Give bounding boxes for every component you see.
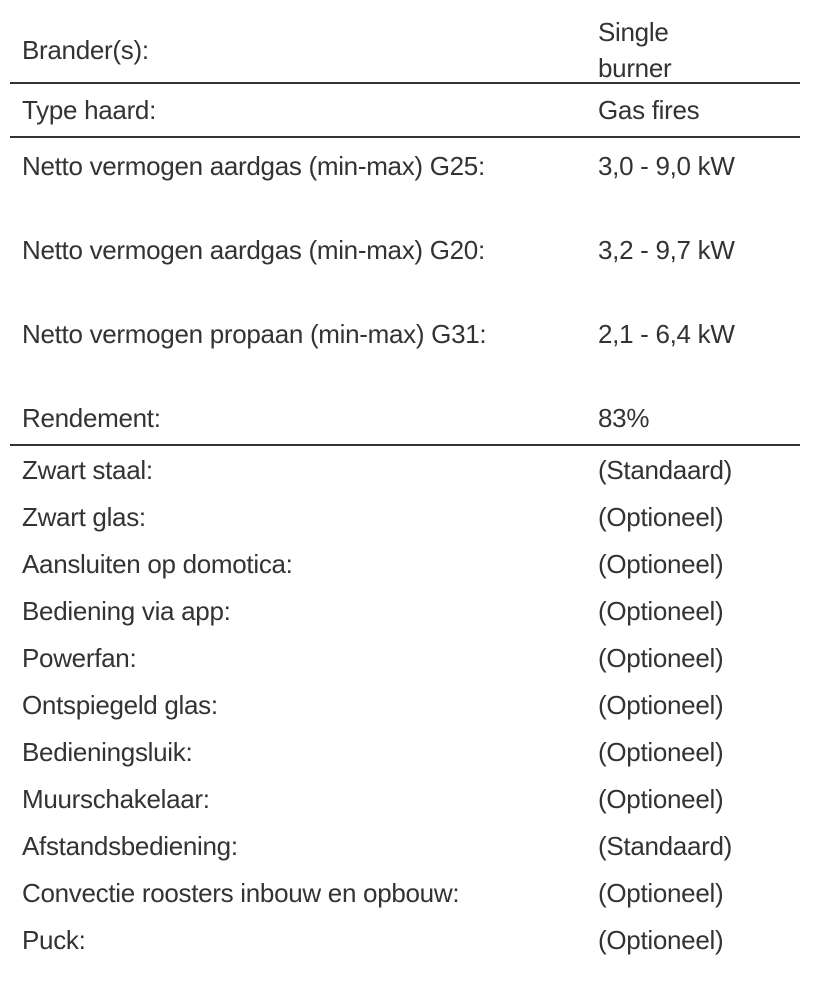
spec-value: (Optioneel) xyxy=(598,784,724,814)
spec-value: (Optioneel) xyxy=(598,596,724,626)
spec-value: (Optioneel) xyxy=(598,502,724,532)
spec-label: Type haard: xyxy=(22,95,157,125)
spec-row xyxy=(10,875,800,922)
spec-row xyxy=(10,316,800,400)
spec-value: (Optioneel) xyxy=(598,925,724,955)
spec-value: 83% xyxy=(598,403,650,433)
spec-row xyxy=(10,828,800,875)
spec-label: Netto vermogen aardgas (min-max) G25: xyxy=(22,151,485,181)
spec-label: Netto vermogen propaan (min-max) G31: xyxy=(22,319,487,349)
spec-value: (Optioneel) xyxy=(598,878,724,908)
spec-row xyxy=(10,734,800,781)
spec-value: 2,1 - 6,4 kW xyxy=(598,319,735,349)
spec-label: Muurschakelaar: xyxy=(22,784,210,814)
spec-row xyxy=(10,640,800,687)
spec-row xyxy=(10,400,800,444)
spec-value: 3,2 - 9,7 kW xyxy=(598,235,735,265)
spec-label: Netto vermogen aardgas (min-max) G20: xyxy=(22,235,485,265)
spec-row xyxy=(10,687,800,734)
spec-label: Zwart staal: xyxy=(22,455,153,485)
spec-value: Single burner xyxy=(598,17,672,83)
spec-table xyxy=(10,0,800,969)
spec-row xyxy=(10,92,800,128)
spec-label: Powerfan: xyxy=(22,643,137,673)
spec-value: (Optioneel) xyxy=(598,549,724,579)
spec-value: Gas fires xyxy=(598,95,700,125)
spec-label: Aansluiten op domotica: xyxy=(22,549,293,579)
spec-row xyxy=(10,499,800,546)
section-burner xyxy=(10,0,800,82)
spec-row xyxy=(10,781,800,828)
section-type xyxy=(10,84,800,136)
spec-value: (Optioneel) xyxy=(598,643,724,673)
spec-value: (Standaard) xyxy=(598,831,732,861)
spec-value: (Standaard) xyxy=(598,455,732,485)
section-power xyxy=(10,138,800,444)
spec-row xyxy=(10,593,800,640)
spec-label: Brander(s): xyxy=(22,35,149,65)
spec-row xyxy=(10,15,800,85)
section-options xyxy=(10,446,800,969)
spec-label: Afstandsbediening: xyxy=(22,831,238,861)
spec-label: Bedieningsluik: xyxy=(22,737,193,767)
spec-label: Convectie roosters inbouw en opbouw: xyxy=(22,878,460,908)
spec-label: Ontspiegeld glas: xyxy=(22,690,218,720)
spec-value: (Optioneel) xyxy=(598,737,724,767)
spec-row xyxy=(10,546,800,593)
spec-label: Puck: xyxy=(22,925,86,955)
spec-value: 3,0 - 9,0 kW xyxy=(598,151,735,181)
spec-label: Zwart glas: xyxy=(22,502,146,532)
spec-row xyxy=(10,148,800,232)
spec-value: (Optioneel) xyxy=(598,690,724,720)
spec-label: Rendement: xyxy=(22,403,161,433)
spec-row xyxy=(10,232,800,316)
spec-row xyxy=(10,452,800,499)
spec-row xyxy=(10,922,800,969)
spec-label: Bediening via app: xyxy=(22,596,231,626)
